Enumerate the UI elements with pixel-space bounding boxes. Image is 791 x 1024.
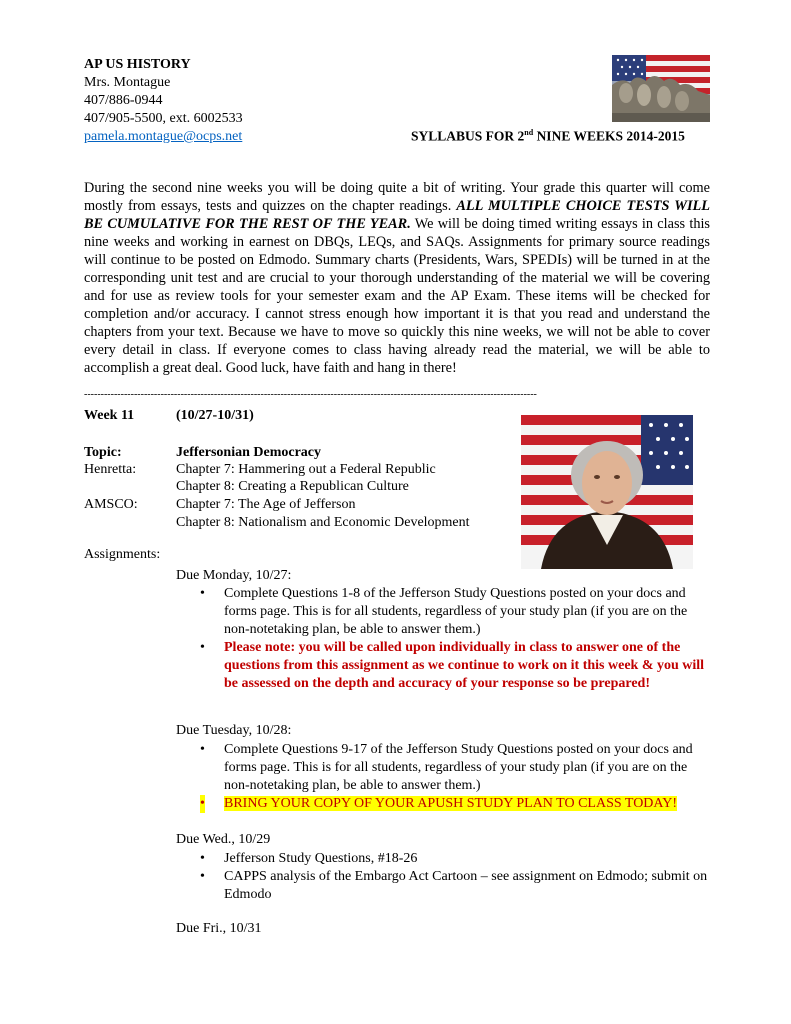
course-title: AP US HISTORY (84, 57, 191, 72)
syllabus-title-prefix: SYLLABUS FOR 2 (411, 128, 525, 144)
syllabus-title-suffix: NINE WEEKS 2014-2015 (533, 128, 685, 144)
topic-value: Jeffersonian Democracy (176, 445, 322, 460)
topic-row (84, 444, 321, 462)
amsco-label: AMSCO: (84, 497, 138, 512)
amsco-chapter-7: Chapter 7: The Age of Jefferson (176, 497, 356, 512)
list-item (176, 639, 710, 693)
amsco-row-1 (84, 496, 356, 514)
week-label: Week 11 (84, 408, 135, 423)
amsco-row-2 (84, 514, 470, 532)
week-heading (84, 408, 254, 424)
phone-1: 407/886-0944 (84, 93, 163, 108)
bullet-icon: • (200, 586, 205, 601)
wednesday-item-1: Jefferson Study Questions, #18-26 (224, 851, 418, 866)
bullet-icon: • (200, 742, 205, 757)
henretta-label: Henretta: (84, 462, 137, 477)
list-item (176, 868, 710, 904)
henretta-row-2 (84, 478, 409, 496)
bullet-icon: • (200, 869, 205, 884)
due-tuesday-label: Due Tuesday, 10/28: (176, 723, 292, 738)
monday-list (176, 585, 710, 693)
list-item (176, 585, 710, 639)
monday-item-1: Complete Questions 1-8 of the Jefferson Study Questions posted on your docs and forms page. This is for all students, regardless of your study plan (if you are on the non-notetaking plan, be able to answer them.) (224, 586, 688, 637)
phone-2: 407/905-5500, ext. 6002533 (84, 111, 243, 126)
list-item (176, 850, 710, 868)
syllabus-title (411, 128, 685, 145)
assignments-label: Assignments: (84, 547, 161, 562)
tuesday-list (176, 741, 710, 813)
course-header (84, 56, 243, 146)
section-divider: ---------------------------------------------------------------------------------------------------------------------------------------- (84, 390, 537, 400)
amsco-chapter-8: Chapter 8: Nationalism and Economic Development (176, 515, 470, 530)
bullet-icon: • (200, 851, 205, 866)
jefferson-portrait-image (521, 415, 693, 569)
intro-text-2: We will be doing timed writing essays in class this nine weeks and working in earnest on DBQs, LEQs, and SAQs. Assignments for primary source readings will continue to be posted on Edmodo. Summary charts (Presidents, Wars, SPEDIs) will be turned in at the corresponding unit test and are crucial to your thorough understanding of the material we will be covering and for use as review tools for your semester exam and the AP Exam. These items will be checked for completion and/or accuracy. I cannot stress enough how important it is that you read and understand the chapters from your text. Because we have to move so quickly this nine weeks, we will not be able to cover every detail in class. If everyone comes to class having already read the material, we will be able to accomplish a great deal. Good luck, have faith and hang in there! (84, 216, 711, 376)
due-monday-label: Due Monday, 10/27: (176, 568, 292, 583)
tuesday-item-2-highlight: BRING YOUR COPY OF YOUR APUSH STUDY PLAN TO CLASS TODAY! (224, 796, 678, 811)
email-link[interactable]: pamela.montague@ocps.net (84, 129, 243, 144)
monday-item-2-alert: Please note: you will be called upon individually in class to answer one of the questions from this assignment as we continue to work on it this week & you will be assessed on the depth and accuracy of your response so be prepared! (224, 640, 705, 691)
henretta-chapter-8: Chapter 8: Creating a Republican Culture (176, 479, 409, 494)
due-friday-label: Due Fri., 10/31 (176, 921, 262, 936)
due-wednesday-label: Due Wed., 10/29 (176, 832, 271, 847)
list-item (176, 741, 710, 795)
list-item (176, 795, 710, 813)
henretta-chapter-7: Chapter 7: Hammering out a Federal Republic (176, 462, 436, 477)
wednesday-item-2: CAPPS analysis of the Embargo Act Cartoon – see assignment on Edmodo; submit on Edmodo (224, 869, 708, 902)
teacher-name: Mrs. Montague (84, 75, 171, 90)
wednesday-list (176, 850, 710, 904)
bullet-icon: • (200, 796, 205, 811)
henretta-row-1 (84, 461, 436, 479)
syllabus-title-superscript: nd (524, 128, 534, 137)
intro-paragraph (84, 179, 710, 377)
bullet-icon: • (200, 640, 205, 655)
mount-rushmore-flag-image (612, 55, 710, 122)
topic-label: Topic: (84, 445, 122, 460)
tuesday-item-1: Complete Questions 9-17 of the Jefferson Study Questions posted on your docs and forms page. This is for all students, regardless of your study plan (if you are on the non-notetaking plan, be able to answer them.) (224, 742, 693, 793)
intro-emphasis: ALL MULTIPLE CHOICE TESTS WILL BE CUMULATIVE FOR THE REST OF THE YEAR. (84, 198, 710, 232)
week-dates: (10/27-10/31) (176, 408, 254, 423)
intro-text-1: During the second nine weeks you will be doing quite a bit of writing. Your grade this quarter will come mostly from essays, tests and quizzes on the chapter readings. (84, 180, 710, 214)
